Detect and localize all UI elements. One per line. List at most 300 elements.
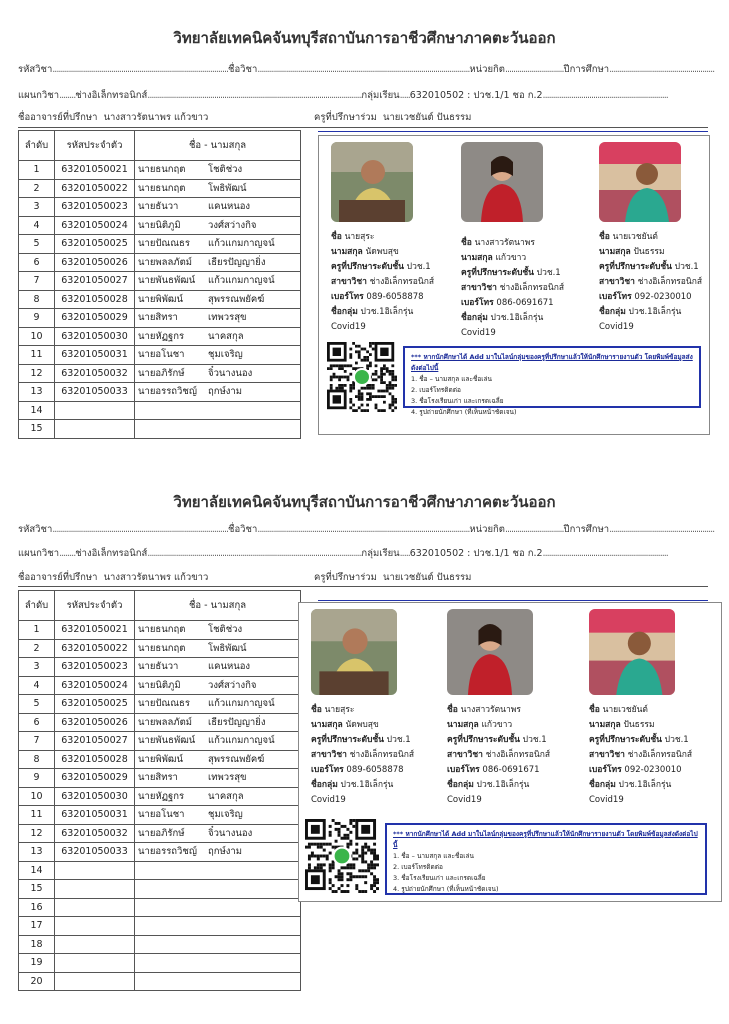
advisor-label-row [18, 570, 208, 585]
co-advisor-name: นายเวชยันต์ ปันธรรม [382, 112, 472, 123]
group-value: 632010502 : ปวช.1/1 ชอ ก.2 [409, 548, 543, 559]
student-id [55, 401, 135, 420]
student-name [135, 639, 301, 658]
dept-info-row: แผนกวิชา........ช่างอิเล็กทรอนิกส์..........................................................................................................กลุ่มเรียน.....632010502 : ปวช.1/1 ชอ ก.2.............................................................. [18, 90, 668, 101]
table-row [19, 676, 301, 695]
student-id [55, 954, 135, 973]
student-last-name: เทพวรสุข [208, 312, 247, 324]
page-title: วิทยาลัยเทคนิคจันทบุรีสถาบันการอาชีวศึกษาภาคตะวันออก [173, 29, 556, 47]
row-number: 14 [19, 401, 55, 420]
row-number: 3 [19, 658, 55, 677]
student-name [135, 806, 301, 825]
student-first-name: นายพลลภัตม์ [138, 256, 192, 268]
report-instructions-box [385, 823, 707, 895]
student-first-name: นายพิพัฒน์ [138, 753, 183, 765]
student-last-name: แก้วแกมกาญจน์ [208, 238, 275, 250]
form-sheet-bottom [0, 480, 729, 1024]
teacher-2-group-line: ชื่อกลุ่ม ปวช.1อิเล็กรุ่น [447, 780, 530, 790]
table-row [19, 695, 301, 714]
table-row [19, 198, 301, 217]
student-name [135, 898, 301, 917]
teacher-3-phone-line: เบอร์โทร 092-0230010 [599, 292, 692, 302]
student-last-name: นาคสกุล [208, 790, 244, 802]
group-label: กลุ่มเรียน [361, 548, 400, 559]
department-value: ช่างอิเล็กทรอนิกส์ [75, 90, 148, 101]
table-row [19, 272, 301, 291]
table-row [19, 843, 301, 862]
teacher-photo-3 [589, 609, 675, 695]
teacher-1-name-line: ชื่อ นายสุระ [331, 232, 375, 242]
student-name [135, 843, 301, 862]
teacher-1-phone-line: เบอร์โทร 089-6058878 [331, 292, 424, 302]
teacher-2-surname-line: นามสกุล แก้วขาว [447, 720, 513, 730]
student-first-name: นายพันธพัฒน์ [138, 275, 196, 287]
student-id: 63201050029 [55, 769, 135, 788]
course-code-label: รหัสวิชา [18, 64, 53, 75]
table-row [19, 364, 301, 383]
student-name [135, 235, 301, 254]
teacher-photo-3 [599, 142, 681, 222]
row-number: 12 [19, 364, 55, 383]
student-last-name: เธียรปัญญายิ่ง [208, 256, 266, 268]
student-first-name: นายนิติภูมิ [138, 219, 181, 231]
department-label: แผนกวิชา [18, 548, 60, 559]
table-row [19, 861, 301, 880]
student-last-name: จิ๋วนางนอง [208, 367, 253, 379]
table-row [19, 290, 301, 309]
advisor-info-panel [298, 602, 722, 902]
table-row [19, 401, 301, 420]
student-first-name: นายอโนชา [138, 349, 185, 361]
teacher-1-group-line: ชื่อกลุ่ม ปวช.1อิเล็กรุ่น [331, 307, 414, 317]
teacher-2-dept-line: สาขาวิชา ช่างอิเล็กทรอนิกส์ [447, 750, 551, 760]
student-id: 63201050028 [55, 290, 135, 309]
row-number: 15 [19, 880, 55, 899]
row-number: 9 [19, 309, 55, 328]
student-name [135, 658, 301, 677]
teacher-2-phone-line: เบอร์โทร 086-0691671 [461, 298, 554, 308]
student-name [135, 935, 301, 954]
student-first-name: นายหัฏฐกร [138, 790, 185, 802]
student-id: 63201050031 [55, 806, 135, 825]
student-name [135, 364, 301, 383]
row-number: 5 [19, 235, 55, 254]
co-advisor-label-row [314, 110, 471, 125]
teacher-3-level-line: ครูที่ปรึกษาระดับชั้น ปวช.1 [599, 262, 699, 272]
student-first-name: นายหัฏฐกร [138, 330, 185, 342]
col-no-header: ลำดับ [19, 131, 55, 161]
student-id: 63201050032 [55, 824, 135, 843]
row-number: 17 [19, 917, 55, 936]
student-last-name: สุพรรณพยัคฆ์ [208, 293, 265, 305]
student-first-name: นายธนกฤต [138, 624, 186, 636]
student-id: 63201050021 [55, 161, 135, 180]
student-name [135, 695, 301, 714]
student-name [135, 954, 301, 973]
teacher-card-2 [461, 142, 564, 341]
student-id: 63201050029 [55, 309, 135, 328]
teacher-photo-1 [311, 609, 397, 695]
teacher-1-name-line: ชื่อ นายสุระ [311, 705, 355, 715]
table-row [19, 713, 301, 732]
student-last-name: ชุมเจริญ [208, 349, 243, 361]
student-last-name: แคนหนอง [208, 661, 251, 673]
student-last-name: ฤกษ์งาม [208, 846, 243, 858]
student-name [135, 787, 301, 806]
student-last-name: โพธิพัฒน์ [208, 642, 247, 654]
student-last-name: แคนหนอง [208, 201, 251, 213]
student-name [135, 401, 301, 420]
teacher-3-group-suffix: Covid19 [599, 322, 634, 332]
teacher-2-name-line: ชื่อ นางสาวรัตนาพร [447, 705, 521, 715]
student-id [55, 880, 135, 899]
student-name [135, 346, 301, 365]
table-row [19, 161, 301, 180]
row-number: 18 [19, 935, 55, 954]
instructions-heading: *** หากนักศึกษาได้ Add มาในไลน์กลุ่มของครูที่ปรึกษาแล้วให้นักศึกษารายงานตัว โดยพิมพ์ข้อมูลส่งดังต่อไปนี้ [411, 353, 693, 372]
student-first-name: นายอรรถวิชญ์ [138, 846, 197, 858]
student-id: 63201050024 [55, 216, 135, 235]
page-title: วิทยาลัยเทคนิคจันทบุรีสถาบันการอาชีวศึกษาภาคตะวันออก [173, 493, 556, 511]
student-first-name: นายธนกฤต [138, 182, 186, 194]
student-id: 63201050033 [55, 383, 135, 402]
table-row [19, 216, 301, 235]
table-header-row [19, 131, 301, 161]
form-sheet-top [0, 0, 729, 440]
student-name [135, 420, 301, 439]
report-instructions-box [403, 346, 701, 416]
row-number: 10 [19, 787, 55, 806]
row-number: 13 [19, 843, 55, 862]
table-row [19, 787, 301, 806]
group-value: 632010502 : ปวช.1/1 ชอ ก.2 [409, 90, 543, 101]
row-number: 15 [19, 420, 55, 439]
teacher-3-surname-line: นามสกุล ปันธรรม [599, 247, 665, 257]
student-name [135, 861, 301, 880]
student-last-name: โพธิพัฒน์ [208, 182, 247, 194]
row-number: 4 [19, 216, 55, 235]
student-last-name: วงศ์สว่างกิจ [208, 219, 257, 231]
teacher-card-1 [331, 142, 434, 335]
row-number: 2 [19, 179, 55, 198]
row-number: 4 [19, 676, 55, 695]
teacher-3-name-line: ชื่อ นายเวชยันต์ [589, 705, 648, 715]
instructions-heading: *** หากนักศึกษาได้ Add มาในไลน์กลุ่มของครูที่ปรึกษาแล้วให้นักศึกษารายงานตัว โดยพิมพ์ข้อมูลส่งดังต่อไปนี้ [393, 830, 698, 849]
student-id: 63201050027 [55, 732, 135, 751]
student-roster-table [18, 130, 301, 439]
teacher-photo-2 [447, 609, 533, 695]
row-number: 11 [19, 806, 55, 825]
table-row [19, 327, 301, 346]
student-last-name: เธียรปัญญายิ่ง [208, 716, 266, 728]
student-last-name: โชติช่วง [208, 164, 243, 176]
teacher-2-name-line: ชื่อ นางสาวรัตนาพร [461, 238, 535, 248]
teacher-1-group-line: ชื่อกลุ่ม ปวช.1อิเล็กรุ่น [311, 780, 394, 790]
student-last-name: แก้วแกมกาญจน์ [208, 275, 275, 287]
student-id: 63201050032 [55, 364, 135, 383]
teacher-1-group-suffix: Covid19 [331, 322, 366, 332]
student-first-name: นายนิติภูมิ [138, 679, 181, 691]
teacher-photo-1 [331, 142, 413, 222]
student-name [135, 179, 301, 198]
table-row [19, 309, 301, 328]
instruction-item-2: 2. เบอร์โทรติดต่อ [411, 386, 461, 394]
student-id: 63201050026 [55, 713, 135, 732]
student-name [135, 309, 301, 328]
advisor-info-panel [318, 135, 710, 435]
student-id: 63201050023 [55, 198, 135, 217]
student-first-name: นายธันวา [138, 201, 179, 213]
teacher-3-level-line: ครูที่ปรึกษาระดับชั้น ปวช.1 [589, 735, 689, 745]
table-row [19, 972, 301, 991]
course-info-row: รหัสวิชา.......................................................................................ชื่อวิชา.........................................................................................................หน่วยกิต.............................ปีการศึกษา.................................................... [18, 524, 715, 535]
row-number: 3 [19, 198, 55, 217]
teacher-3-group-suffix: Covid19 [589, 795, 624, 805]
student-first-name: นายพิพัฒน์ [138, 293, 183, 305]
col-no-header: ลำดับ [19, 591, 55, 621]
student-id: 63201050022 [55, 639, 135, 658]
student-first-name: นายปัณณธร [138, 698, 190, 710]
teacher-2-group-suffix: Covid19 [461, 328, 496, 338]
credits-label: หน่วยกิต [469, 64, 505, 75]
teacher-2-level-line: ครูที่ปรึกษาระดับชั้น ปวช.1 [447, 735, 547, 745]
student-first-name: นายสิทรา [138, 772, 178, 784]
table-row [19, 917, 301, 936]
col-name-header: ชื่อ - นามสกุล [135, 591, 301, 621]
instruction-item-4: 4. รูปถ่ายนักศึกษา (ที่เห็นหน้าชัดเจน) [393, 885, 499, 893]
row-number: 10 [19, 327, 55, 346]
table-row [19, 769, 301, 788]
table-row [19, 383, 301, 402]
table-row [19, 658, 301, 677]
row-number: 2 [19, 639, 55, 658]
instruction-item-2: 2. เบอร์โทรติดต่อ [393, 863, 443, 871]
semester-label: ปีการศึกษา [563, 524, 610, 535]
advisor-name: นางสาวรัตนาพร แก้วขาว [103, 112, 209, 123]
student-last-name: ฤกษ์งาม [208, 386, 243, 398]
student-name [135, 383, 301, 402]
group-label: กลุ่มเรียน [361, 90, 400, 101]
course-info-row: รหัสวิชา.......................................................................................ชื่อวิชา.........................................................................................................หน่วยกิต.............................ปีการศึกษา.................................................... [18, 64, 715, 75]
table-header-row [19, 591, 301, 621]
student-id: 63201050027 [55, 272, 135, 291]
row-number: 5 [19, 695, 55, 714]
student-id: 63201050025 [55, 235, 135, 254]
teacher-1-group-suffix: Covid19 [311, 795, 346, 805]
row-number: 16 [19, 898, 55, 917]
table-row [19, 420, 301, 439]
table-row [19, 750, 301, 769]
instruction-item-3: 3. ชื่อโรงเรียนเก่า และเกรดเฉลี่ย [393, 874, 486, 882]
dept-info-row: แผนกวิชา........ช่างอิเล็กทรอนิกส์..........................................................................................................กลุ่มเรียน.....632010502 : ปวช.1/1 ชอ ก.2.............................................................. [18, 548, 668, 559]
semester-label: ปีการศึกษา [563, 64, 610, 75]
instruction-item-1: 1. ชื่อ – นามสกุล และชื่อเล่น [411, 375, 492, 383]
table-row [19, 880, 301, 899]
row-number: 9 [19, 769, 55, 788]
student-name [135, 750, 301, 769]
teacher-1-phone-line: เบอร์โทร 089-6058878 [311, 765, 404, 775]
row-number: 7 [19, 732, 55, 751]
row-number: 8 [19, 290, 55, 309]
teacher-1-surname-line: นามสกุล นัดพบสุข [331, 247, 399, 257]
teacher-2-dept-line: สาขาวิชา ช่างอิเล็กทรอนิกส์ [461, 283, 565, 293]
teacher-1-level-line: ครูที่ปรึกษาระดับชั้น ปวช.1 [331, 262, 431, 272]
teacher-3-group-line: ชื่อกลุ่ม ปวช.1อิเล็กรุ่น [589, 780, 672, 790]
department-label: แผนกวิชา [18, 90, 60, 101]
student-name [135, 732, 301, 751]
student-first-name: นายธนกฤต [138, 642, 186, 654]
row-number: 12 [19, 824, 55, 843]
student-id [55, 917, 135, 936]
student-name [135, 290, 301, 309]
student-last-name: สุพรรณพยัคฆ์ [208, 753, 265, 765]
student-id: 63201050026 [55, 253, 135, 272]
teacher-3-surname-line: นามสกุล ปันธรรม [589, 720, 655, 730]
col-code-header: รหัสประจำตัว [55, 591, 135, 621]
table-row [19, 732, 301, 751]
row-number: 14 [19, 861, 55, 880]
student-id: 63201050028 [55, 750, 135, 769]
teacher-photo-2 [461, 142, 543, 222]
student-id: 63201050030 [55, 327, 135, 346]
department-value: ช่างอิเล็กทรอนิกส์ [75, 548, 148, 559]
student-first-name: นายพันธพัฒน์ [138, 735, 196, 747]
student-name [135, 676, 301, 695]
advisor-label: ชื่ออาจารย์ที่ปรึกษา [18, 572, 98, 583]
line-qr-code-icon[interactable] [327, 342, 397, 412]
row-number: 8 [19, 750, 55, 769]
teacher-3-dept-line: สาขาวิชา ช่างอิเล็กทรอนิกส์ [599, 277, 703, 287]
student-last-name: ชุมเจริญ [208, 809, 243, 821]
student-first-name: นายธนกฤต [138, 164, 186, 176]
student-first-name: นายอรรถวิชญ์ [138, 386, 197, 398]
student-id: 63201050030 [55, 787, 135, 806]
teacher-3-dept-line: สาขาวิชา ช่างอิเล็กทรอนิกส์ [589, 750, 693, 760]
student-last-name: จิ๋วนางนอง [208, 827, 253, 839]
divider [318, 131, 708, 132]
student-id: 63201050025 [55, 695, 135, 714]
teacher-card-3 [589, 609, 692, 808]
course-name-label: ชื่อวิชา [228, 64, 258, 75]
teacher-2-surname-line: นามสกุล แก้วขาว [461, 253, 527, 263]
student-name [135, 880, 301, 899]
student-id: 63201050022 [55, 179, 135, 198]
student-name [135, 216, 301, 235]
col-code-header: รหัสประจำตัว [55, 131, 135, 161]
student-id: 63201050024 [55, 676, 135, 695]
course-code-label: รหัสวิชา [18, 524, 53, 535]
teacher-card-2 [447, 609, 550, 808]
student-last-name: วงศ์สว่างกิจ [208, 679, 257, 691]
teacher-2-phone-line: เบอร์โทร 086-0691671 [447, 765, 540, 775]
advisor-name: นางสาวรัตนาพร แก้วขาว [103, 572, 209, 583]
table-row [19, 639, 301, 658]
table-row [19, 346, 301, 365]
col-name-header: ชื่อ - นามสกุล [135, 131, 301, 161]
line-qr-code-icon[interactable] [305, 819, 379, 893]
advisor-label-row [18, 110, 208, 125]
teacher-3-name-line: ชื่อ นายเวชยันต์ [599, 232, 658, 242]
student-name [135, 161, 301, 180]
student-name [135, 713, 301, 732]
student-name [135, 824, 301, 843]
student-first-name: นายอโนชา [138, 809, 185, 821]
student-name [135, 253, 301, 272]
student-id [55, 861, 135, 880]
student-last-name: แก้วแกมกาญจน์ [208, 698, 275, 710]
table-row [19, 954, 301, 973]
student-id [55, 972, 135, 991]
teacher-card-3 [599, 142, 702, 335]
row-number: 19 [19, 954, 55, 973]
co-advisor-name: นายเวชยันต์ ปันธรรม [382, 572, 472, 583]
row-number: 11 [19, 346, 55, 365]
teacher-1-dept-line: สาขาวิชา ช่างอิเล็กทรอนิกส์ [311, 750, 415, 760]
teacher-1-surname-line: นามสกุล นัดพบสุข [311, 720, 379, 730]
student-id: 63201050031 [55, 346, 135, 365]
student-last-name: แก้วแกมกาญจน์ [208, 735, 275, 747]
advisor-label: ชื่ออาจารย์ที่ปรึกษา [18, 112, 98, 123]
teacher-card-1 [311, 609, 414, 808]
student-first-name: นายสิทรา [138, 312, 178, 324]
student-roster-table [18, 590, 301, 991]
student-first-name: นายอภิรักษ์ [138, 367, 185, 379]
student-first-name: นายธันวา [138, 661, 179, 673]
student-name [135, 327, 301, 346]
row-number: 7 [19, 272, 55, 291]
row-number: 13 [19, 383, 55, 402]
teacher-2-level-line: ครูที่ปรึกษาระดับชั้น ปวช.1 [461, 268, 561, 278]
student-name [135, 198, 301, 217]
student-first-name: นายพลลภัตม์ [138, 716, 192, 728]
student-name [135, 917, 301, 936]
student-id: 63201050021 [55, 621, 135, 640]
co-advisor-label: ครูที่ปรึกษาร่วม [314, 572, 377, 583]
student-id [55, 420, 135, 439]
student-name [135, 972, 301, 991]
student-last-name: เทพวรสุข [208, 772, 247, 784]
teacher-3-group-line: ชื่อกลุ่ม ปวช.1อิเล็กรุ่น [599, 307, 682, 317]
student-id: 63201050023 [55, 658, 135, 677]
student-first-name: นายปัณณธร [138, 238, 190, 250]
instruction-item-1: 1. ชื่อ – นามสกุล และชื่อเล่น [393, 852, 474, 860]
table-row [19, 898, 301, 917]
row-number: 1 [19, 621, 55, 640]
table-row [19, 824, 301, 843]
divider [318, 600, 708, 601]
student-last-name: นาคสกุล [208, 330, 244, 342]
credits-label: หน่วยกิต [469, 524, 505, 535]
teacher-1-dept-line: สาขาวิชา ช่างอิเล็กทรอนิกส์ [331, 277, 435, 287]
student-first-name: นายอภิรักษ์ [138, 827, 185, 839]
student-id [55, 935, 135, 954]
divider [18, 586, 708, 587]
instruction-item-4: 4. รูปถ่ายนักศึกษา (ที่เห็นหน้าชัดเจน) [411, 408, 517, 416]
instruction-item-3: 3. ชื่อโรงเรียนเก่า และเกรดเฉลี่ย [411, 397, 504, 405]
row-number: 20 [19, 972, 55, 991]
student-name [135, 769, 301, 788]
divider [18, 127, 708, 128]
row-number: 6 [19, 253, 55, 272]
teacher-2-group-line: ชื่อกลุ่ม ปวช.1อิเล็กรุ่น [461, 313, 544, 323]
student-last-name: โชติช่วง [208, 624, 243, 636]
table-row [19, 179, 301, 198]
table-row [19, 621, 301, 640]
student-id: 63201050033 [55, 843, 135, 862]
teacher-2-group-suffix: Covid19 [447, 795, 482, 805]
co-advisor-label: ครูที่ปรึกษาร่วม [314, 112, 377, 123]
table-row [19, 253, 301, 272]
